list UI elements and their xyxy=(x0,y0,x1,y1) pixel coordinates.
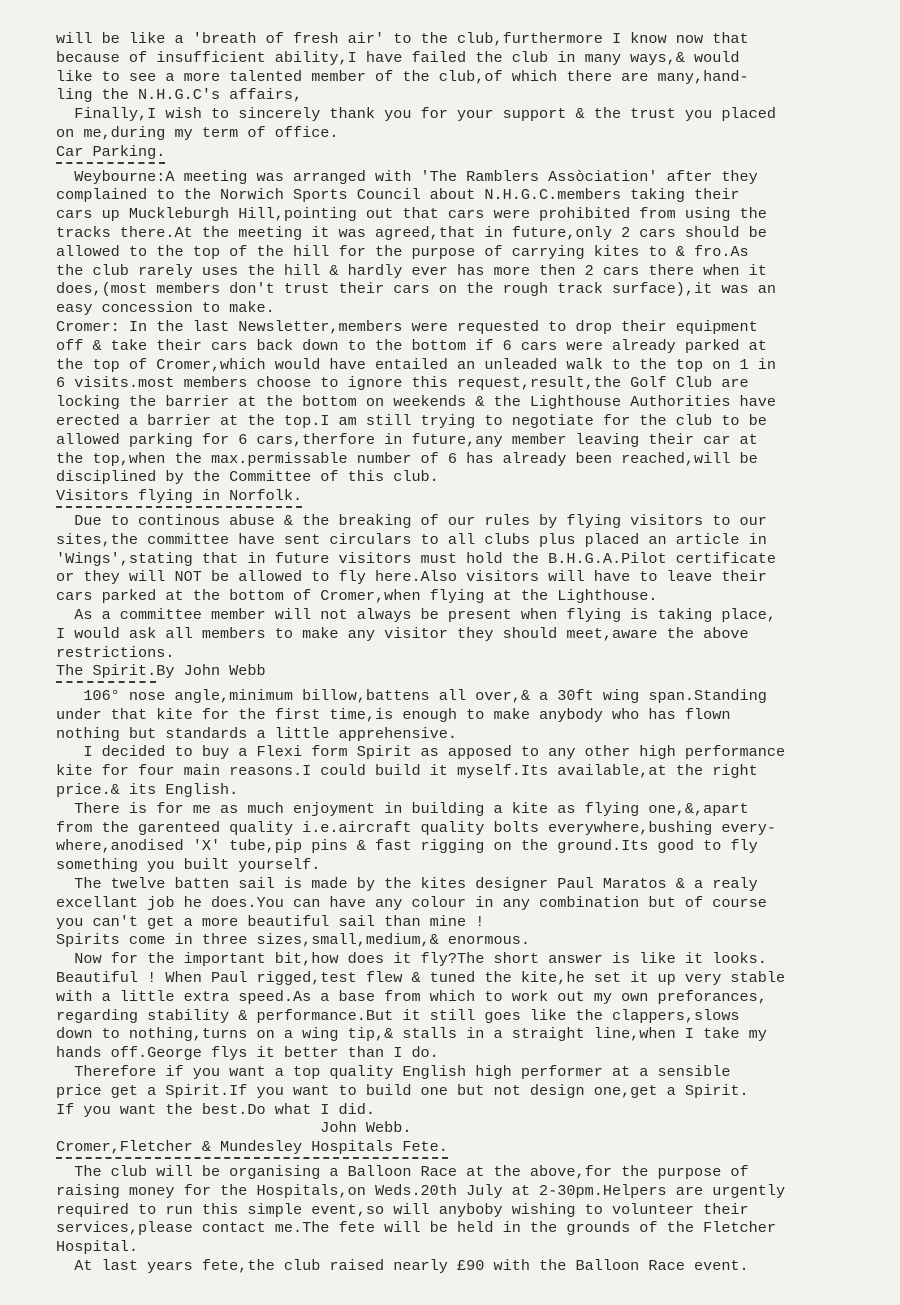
text-line: hands off.George flys it better than I do. xyxy=(56,1044,439,1063)
text-line: I would ask all members to make any visitor they should meet,aware the above xyxy=(56,624,749,643)
text-line: tracks there.At the meeting it was agreed,that in future,only 2 cars should be xyxy=(56,223,767,242)
section-byline: By John Webb xyxy=(156,662,266,681)
text-line: sites,the committee have sent circulars to all clubs plus placed an article in xyxy=(56,530,767,549)
text-line: the top of Cromer,which would have entailed an unleaded walk to the top on 1 in xyxy=(56,355,777,374)
section-heading xyxy=(56,143,860,162)
text-line: kite for four main reasons.I could build it myself.Its available,at the right xyxy=(56,762,758,781)
text-line: If you want the best.Do what I did. xyxy=(56,1100,375,1119)
text-line: does,(most members don't trust their cars on the rough track surface),it was an xyxy=(56,280,777,299)
section-heading-text: Visitors flying in Norfolk. xyxy=(56,487,302,508)
text-line: 'Wings',stating that in future visitors must hold the B.H.G.A.Pilot certificate xyxy=(56,549,777,568)
text-line: cars parked at the bottom of Cromer,when flying at the Lighthouse. xyxy=(56,587,658,606)
text-line: Therefore if you want a top quality English high performer at a sensible xyxy=(56,1063,731,1082)
text-line: disciplined by the Committee of this club. xyxy=(56,468,439,487)
text-line: The club will be organising a Balloon Race at the above,for the purpose of xyxy=(56,1163,749,1182)
text-line: Cromer: In the last Newsletter,members were requested to drop their equipment xyxy=(56,317,758,336)
text-line: excellant job he does.You can have any colour in any combination but of course xyxy=(56,893,767,912)
text-line: regarding stability & performance.But it still goes like the clappers,slows xyxy=(56,1006,740,1025)
section-heading-text: Car Parking. xyxy=(56,143,165,164)
text-line: Finally,I wish to sincerely thank you for your support & the trust you placed xyxy=(56,105,777,124)
text-line: Weybourne:A meeting was arranged with 'The Ramblers Assòciation' after they xyxy=(56,167,758,186)
section-heading xyxy=(56,1138,860,1157)
text-line: complained to the Norwich Sports Council about N.H.G.C.members taking their xyxy=(56,186,740,205)
text-line: There is for me as much enjoyment in building a kite as flying one,&,apart xyxy=(56,799,749,818)
text-line: ling the N.H.G.C's affairs, xyxy=(56,86,303,105)
text-line: Beautiful ! When Paul rigged,test flew & tuned the kite,he set it up very stable xyxy=(56,969,786,988)
text-line: John Webb. xyxy=(56,1119,412,1138)
text-line: will be like a 'breath of fresh air' to the club,furthermore I know now that xyxy=(56,30,749,48)
text-line: off & take their cars back down to the bottom if 6 cars were already parked at xyxy=(56,336,767,355)
text-line: locking the barrier at the bottom on weekends & the Lighthouse Authorities have xyxy=(56,393,777,412)
text-line: you can't get a more beautiful sail than mine ! xyxy=(56,912,485,931)
text-line: Now for the important bit,how does it fly?The short answer is like it looks. xyxy=(56,950,767,969)
text-line: I decided to buy a Flexi form Spirit as apposed to any other high performance xyxy=(56,743,786,762)
text-line: As a committee member will not always be present when flying is taking place, xyxy=(56,605,777,624)
text-line: 6 visits.most members choose to ignore this request,result,the Golf Club are xyxy=(56,374,749,393)
text-line: Spirits come in three sizes,small,medium,& enormous. xyxy=(56,931,530,950)
text-line: nothing but standards a little apprehensive. xyxy=(56,724,458,743)
text-line: easy concession to make. xyxy=(56,299,275,318)
section-heading-text: The Spirit. xyxy=(56,662,156,683)
text-line: services,please contact me.The fete will be held in the grounds of the Fletcher xyxy=(56,1219,777,1238)
text-line: raising money for the Hospitals,on Weds.20th July at 2-30pm.Helpers are urgently xyxy=(56,1181,786,1200)
text-line: or they will NOT be allowed to fly here.Also visitors will have to leave their xyxy=(56,568,767,587)
text-line: Due to continous abuse & the breaking of our rules by flying visitors to our xyxy=(56,511,767,530)
section-heading xyxy=(56,487,860,506)
text-line: erected a barrier at the top.I am still trying to negotiate for the club to be xyxy=(56,411,767,430)
text-line: where,anodised 'X' tube,pip pins & fast rigging on the ground.Its good to fly xyxy=(56,837,758,856)
text-line: on me,during my term of office. xyxy=(56,123,339,142)
text-line: price get a Spirit.If you want to build one but not design one,get a Spirit. xyxy=(56,1081,749,1100)
text-line: required to run this simple event,so will anyboby wishing to volunteer their xyxy=(56,1200,749,1219)
text-line: 106° nose angle,minimum billow,battens all over,& a 30ft wing span.Standing xyxy=(56,687,767,706)
text-line: something you built yourself. xyxy=(56,856,321,875)
text-line: from the garenteed quality i.e.aircraft quality bolts everywhere,bushing every- xyxy=(56,818,777,837)
text-line: The twelve batten sail is made by the kites designer Paul Maratos & a realy xyxy=(56,875,758,894)
text-line: cars up Mucklebur​gh Hill,pointing out that cars were prohibited from using the xyxy=(56,205,767,224)
text-line: under that kite for the first time,is enough to make anybody who has flown xyxy=(56,705,731,724)
text-line: like to see a more talented member of the club,of which there are many,hand- xyxy=(56,67,749,86)
text-line: allowed to the top of the hill for the purpose of carrying kites to & fro.As xyxy=(56,242,749,261)
section-heading xyxy=(56,662,860,681)
text-line: down to nothing,turns on a wing tip,& stalls in a straight line,when I take my xyxy=(56,1025,767,1044)
text-line: the club rarely uses the hill & hardly ever has more then 2 cars there when it xyxy=(56,261,767,280)
text-line: price.& its English. xyxy=(56,781,239,800)
section-heading-text: Cromer,Fletcher & Mundesley Hospitals Fete. xyxy=(56,1138,448,1159)
text-line: At last years fete,the club raised nearly £90 with the Balloon Race event. xyxy=(56,1257,749,1275)
text-line: allowed parking for 6 cars,therfore in future,any member leaving their car at xyxy=(56,430,758,449)
text-line: Hospital. xyxy=(56,1238,139,1257)
text-line: restrictions. xyxy=(56,643,175,662)
text-line: because of insufficient ability,I have failed the club in many ways,& would xyxy=(56,48,740,67)
text-line: the top,when the max.permissable number of 6 has already been reached,will be xyxy=(56,449,758,468)
text-line: with a little extra speed.As a base from which to work out my own preforances, xyxy=(56,987,767,1006)
